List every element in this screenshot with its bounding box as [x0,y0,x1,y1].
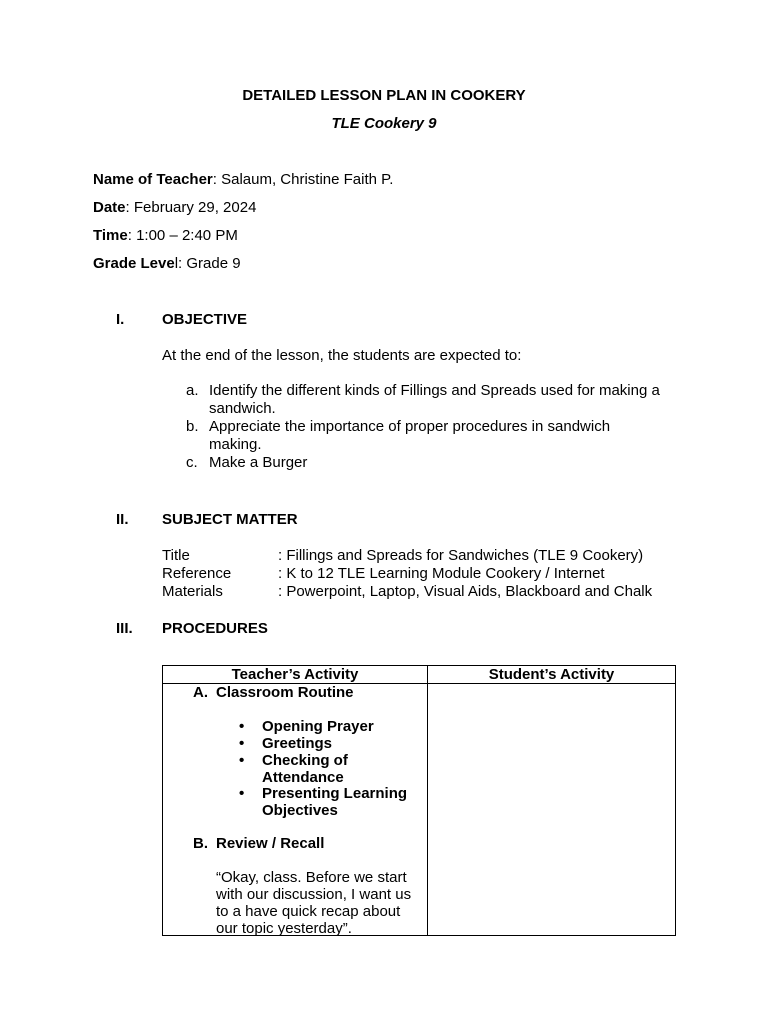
procedures-heading: PROCEDURES [162,620,268,637]
subject-title-value: : Fillings and Spreads for Sandwiches (TLE 9 Cookery) [278,547,644,564]
bullet-icon: • [239,735,245,752]
subject-title-label: Title [162,547,190,564]
section-a-letter: A. [193,684,208,701]
objective-heading: OBJECTIVE [162,311,248,328]
bullet-icon: • [239,718,245,735]
student-activity-header: Student’s Activity [428,666,676,684]
procedures-table [162,665,676,936]
time-line [93,227,238,244]
teacher-value: : Salaum, Christine Faith P. [212,171,394,188]
student-activity-cell [428,684,676,936]
subject-materials-value: : Powerpoint, Laptop, Visual Aids, Blackboard and Chalk [278,583,653,600]
bullet-icon: • [239,785,245,802]
routine-item-objectives: Presenting Learning [262,785,408,802]
section-a-title: Classroom Routine [216,684,354,701]
subject-matter-number: II. [116,511,129,528]
list-item-text: Make a Burger [209,454,308,471]
grade-label: Grade Leve [93,255,175,272]
time-label: Time [93,227,128,244]
page-subtitle: TLE Cookery 9 [331,115,437,132]
list-item-text: making. [209,436,262,453]
recall-quote-line: “Okay, class. Before we start [216,869,407,886]
table-row [163,684,676,936]
section-b-letter: B. [193,835,208,852]
routine-item-attendance: Checking of [262,752,348,769]
list-letter: a. [186,382,199,399]
recall-quote-line: with our discussion, I want us [216,886,412,903]
time-value: : 1:00 – 2:40 PM [127,227,238,244]
list-item-text: sandwich. [209,400,276,417]
routine-item-attendance-cont: Attendance [262,769,344,786]
bullet-icon: • [239,752,245,769]
procedures-number: III. [116,620,133,637]
list-item-text: Identify the different kinds of Fillings and Spreads used for making a [209,382,660,399]
section-b-title: Review / Recall [216,835,325,852]
teacher-label: Name of Teacher [93,171,213,188]
subject-matter-heading: SUBJECT MATTER [162,511,298,528]
list-letter: b. [186,418,199,435]
grade-value: l: Grade 9 [174,255,241,272]
date-label: Date [93,199,126,216]
objective-number: I. [116,311,125,328]
recall-quote-line: our topic yesterday”. [216,920,352,937]
recall-quote-line: to a have quick recap about [216,903,401,920]
page-title: DETAILED LESSON PLAN IN COOKERY [242,87,526,104]
objective-intro: At the end of the lesson, the students are expected to: [162,347,522,364]
subject-materials-label: Materials [162,583,223,600]
date-value: : February 29, 2024 [125,199,257,216]
list-item-text: Appreciate the importance of proper procedures in sandwich [209,418,611,435]
grade-line [93,255,241,272]
subject-reference-value: : K to 12 TLE Learning Module Cookery / Internet [278,565,605,582]
subject-reference-label: Reference [162,565,232,582]
teacher-activity-header: Teacher’s Activity [163,666,428,684]
date-line [93,199,256,216]
table-header-row [163,666,676,684]
teacher-activity-cell [163,684,428,936]
routine-item-greetings: Greetings [262,735,333,752]
teacher-line [93,171,393,188]
list-letter: c. [186,454,198,471]
routine-item-objectives-cont: Objectives [262,802,338,819]
routine-item-prayer: Opening Prayer [262,718,374,735]
